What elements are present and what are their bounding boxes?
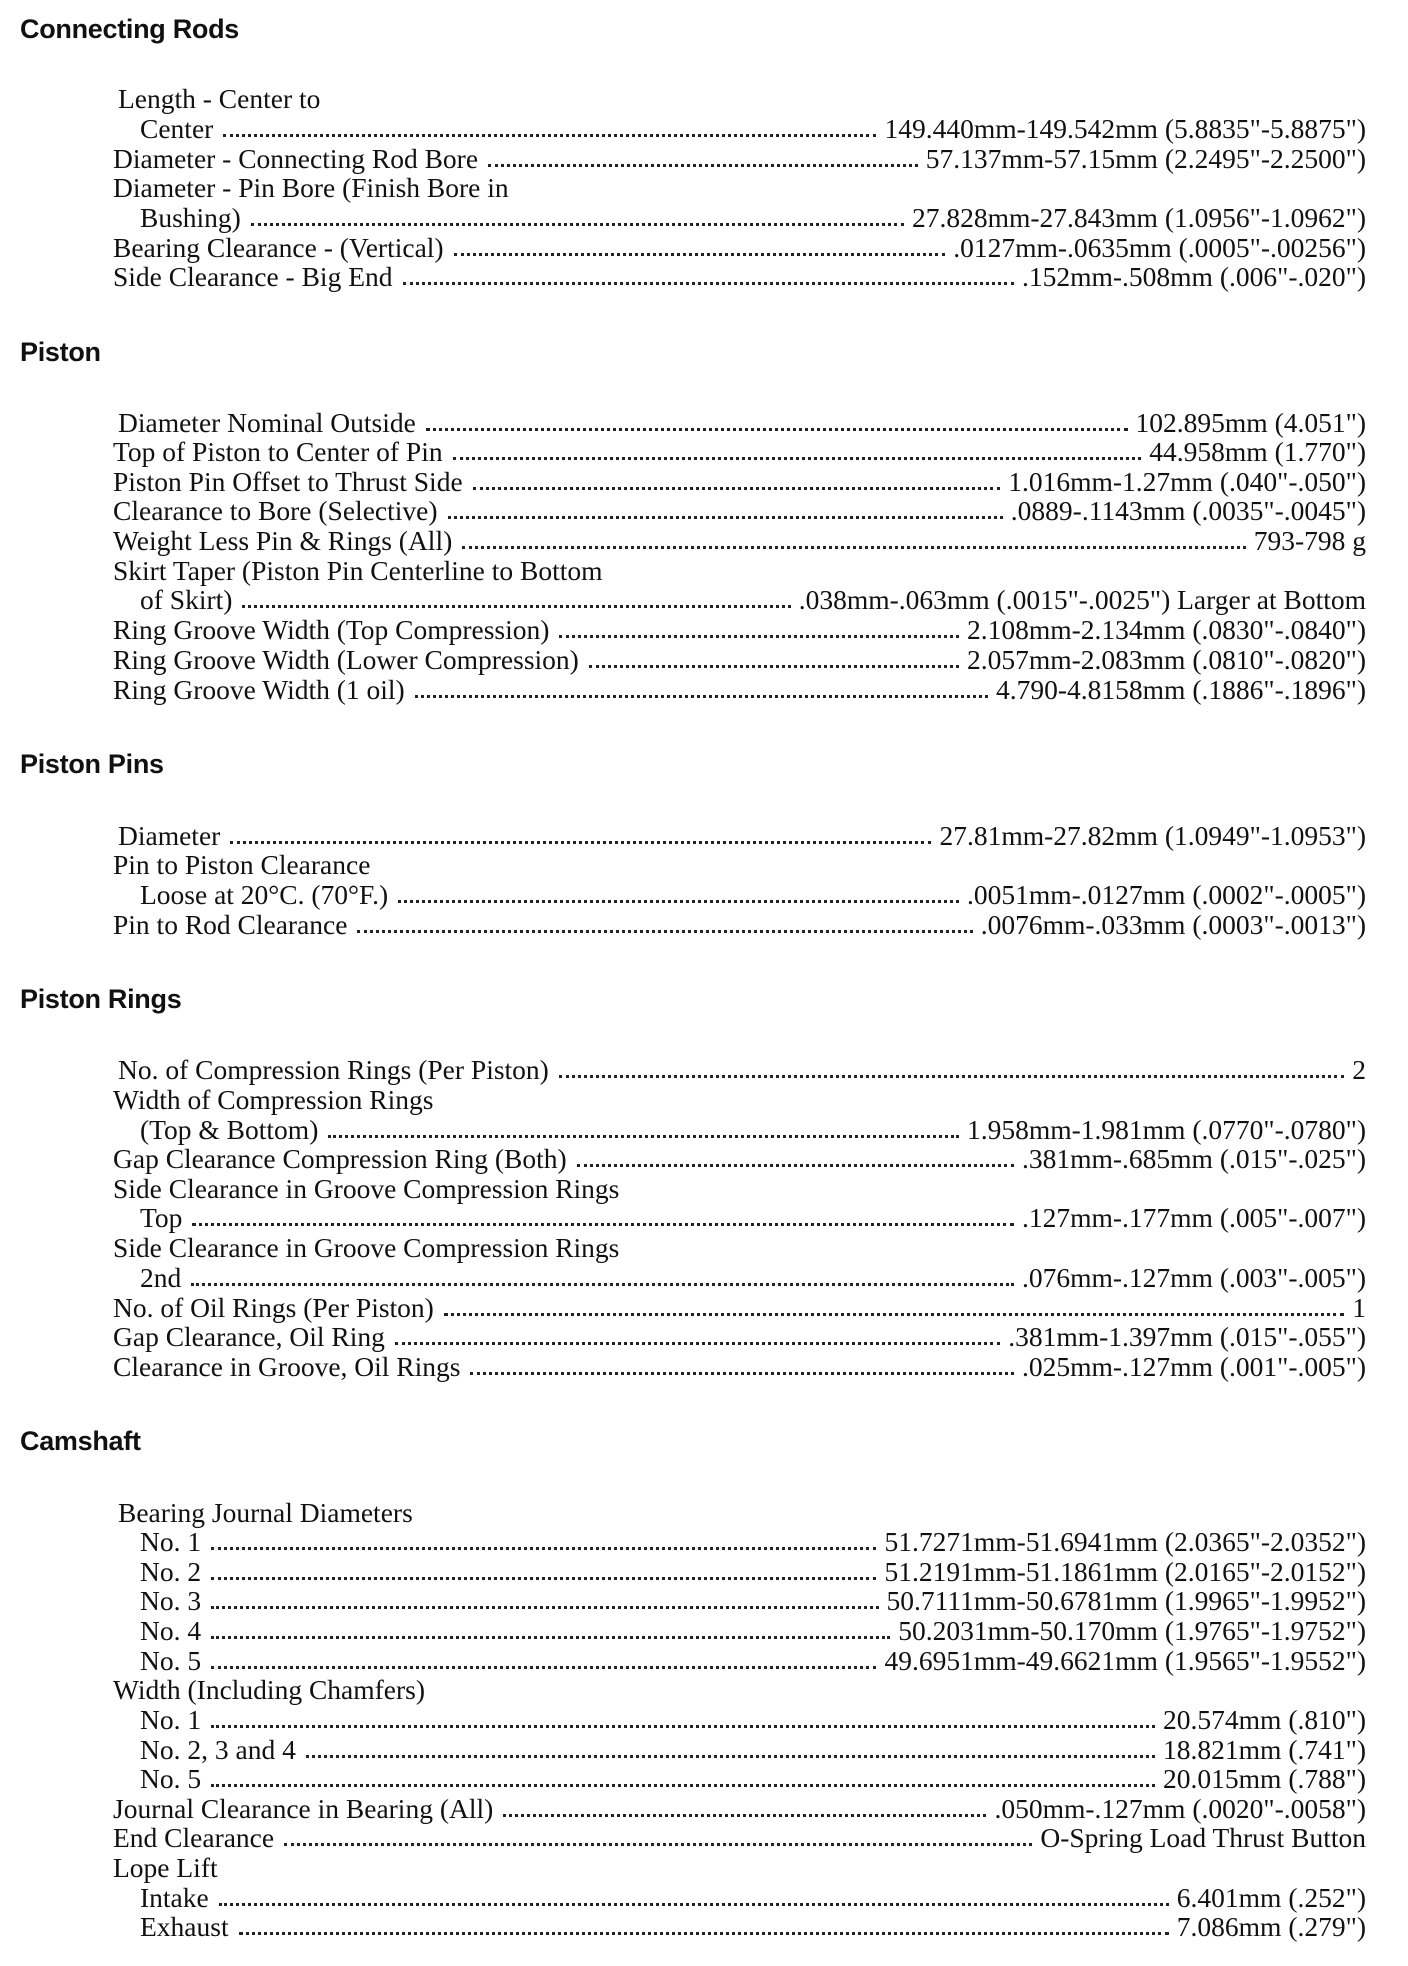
spec-row (113, 173, 1366, 203)
spec-label: Width of Compression Rings (113, 1084, 434, 1115)
spec-value: 57.137mm-57.15mm (2.2495"-2.2500") (925, 143, 1366, 174)
spec-label: No. 2 (140, 1556, 202, 1587)
spec-value: .0889-.1143mm (.0035"-.0045") (1010, 495, 1366, 526)
spec-value: 7.086mm (.279") (1176, 1911, 1366, 1942)
spec-row (113, 1823, 1366, 1853)
section-heading-piston: Piston (20, 337, 101, 367)
spec-label: No. 3 (140, 1585, 202, 1616)
spec-row (113, 1853, 1366, 1883)
spec-row (113, 233, 1366, 263)
dot-leader (403, 282, 1014, 285)
spec-value: 20.015mm (.788") (1163, 1763, 1366, 1794)
spec-row (113, 496, 1366, 526)
dot-leader (415, 695, 988, 698)
spec-label: Clearance in Groove, Oil Rings (113, 1351, 461, 1382)
spec-row (140, 1646, 1366, 1676)
dot-leader (328, 1135, 959, 1138)
spec-row (140, 1203, 1366, 1233)
spec-value: 51.2191mm-51.1861mm (2.0165"-2.0152") (884, 1556, 1366, 1587)
spec-label: Diameter Nominal Outside (118, 407, 416, 438)
dot-leader (211, 1577, 876, 1580)
dot-leader (284, 1843, 1032, 1846)
spec-row (113, 675, 1366, 705)
spec-value: .0127mm-.0635mm (.0005"-.00256") (953, 232, 1366, 263)
spec-label: Ring Groove Width (Top Compression) (113, 614, 550, 645)
spec-value: .381mm-1.397mm (.015"-.055") (1008, 1321, 1366, 1352)
spec-row (113, 1794, 1366, 1824)
spec-value: 6.401mm (.252") (1176, 1882, 1366, 1913)
spec-value: .076mm-.127mm (.003"-.005") (1021, 1262, 1366, 1293)
spec-label: Gap Clearance Compression Ring (Both) (113, 1143, 567, 1174)
spec-value: 2.057mm-2.083mm (.0810"-.0820") (966, 644, 1366, 675)
spec-value: 102.895mm (4.051") (1135, 407, 1366, 438)
spec-row (113, 1322, 1366, 1352)
dot-leader (211, 1666, 876, 1669)
spec-row (140, 1912, 1366, 1942)
spec-label: Journal Clearance in Bearing (All) (113, 1793, 494, 1824)
spec-value: .038mm-.063mm (.0015"-.0025") Larger at Bottom (798, 584, 1366, 615)
spec-row (118, 1055, 1366, 1085)
dot-leader (473, 487, 1001, 490)
spec-value: 149.440mm-149.542mm (5.8835"-5.8875") (884, 113, 1366, 144)
spec-row (118, 408, 1366, 438)
dot-leader (211, 1784, 1155, 1787)
spec-value: 20.574mm (.810") (1163, 1704, 1366, 1735)
spec-row (113, 437, 1366, 467)
dot-leader (230, 841, 931, 844)
dot-leader (503, 1814, 986, 1817)
spec-value: 51.7271mm-51.6941mm (2.0365"-2.0352") (884, 1526, 1366, 1557)
spec-row (140, 1115, 1366, 1145)
dot-leader (239, 1932, 1169, 1935)
spec-value: .0076mm-.033mm (.0003"-.0013") (980, 909, 1366, 940)
spec-value: 49.6951mm-49.6621mm (1.9565"-1.9552") (884, 1645, 1366, 1676)
spec-row (140, 1527, 1366, 1557)
spec-label: Bearing Journal Diameters (118, 1497, 413, 1528)
dot-leader (589, 665, 959, 668)
spec-row (113, 556, 1366, 586)
spec-row (113, 262, 1366, 292)
spec-label: Weight Less Pin & Rings (All) (113, 525, 453, 556)
dot-leader (577, 1164, 1014, 1167)
spec-value: 1 (1352, 1292, 1366, 1323)
dot-leader (448, 516, 1003, 519)
dot-leader (559, 1075, 1344, 1078)
spec-label: Bushing) (140, 202, 241, 233)
spec-value: .127mm-.177mm (.005"-.007") (1021, 1202, 1366, 1233)
spec-value: .152mm-.508mm (.006"-.020") (1021, 261, 1366, 292)
spec-label: Diameter - Pin Bore (Finish Bore in (113, 172, 509, 203)
spec-row (140, 203, 1366, 233)
spec-label: Clearance to Bore (Selective) (113, 495, 438, 526)
spec-label: Diameter (118, 820, 221, 851)
spec-row (113, 1233, 1366, 1263)
dot-leader (211, 1636, 890, 1639)
spec-row (113, 850, 1366, 880)
spec-value: 27.81mm-27.82mm (1.0949"-1.0953") (939, 820, 1366, 851)
spec-row (113, 645, 1366, 675)
spec-label: Length - Center to (118, 83, 321, 114)
spec-value: 1.958mm-1.981mm (.0770"-.0780") (966, 1114, 1366, 1145)
spec-label: Side Clearance in Groove Compression Rings (113, 1232, 620, 1263)
spec-label: No. of Oil Rings (Per Piston) (113, 1292, 434, 1323)
dot-leader (462, 546, 1245, 549)
spec-label: No. 5 (140, 1645, 202, 1676)
spec-value: .0051mm-.0127mm (.0002"-.0005") (966, 879, 1366, 910)
spec-value: 793-798 g (1253, 525, 1366, 556)
dot-leader (223, 134, 876, 137)
spec-label: No. 1 (140, 1526, 202, 1557)
dot-leader (444, 1313, 1344, 1316)
dot-leader (211, 1547, 876, 1550)
spec-row (140, 585, 1366, 615)
spec-label: of Skirt) (140, 584, 233, 615)
spec-row (140, 880, 1366, 910)
spec-label: Gap Clearance, Oil Ring (113, 1321, 385, 1352)
spec-label: Side Clearance - Big End (113, 261, 393, 292)
spec-row (113, 467, 1366, 497)
spec-row (140, 1557, 1366, 1587)
spec-label: No. 1 (140, 1704, 202, 1735)
spec-value: 27.828mm-27.843mm (1.0956"-1.0962") (911, 202, 1366, 233)
spec-label: Pin to Piston Clearance (113, 849, 371, 880)
dot-leader (251, 223, 904, 226)
section-heading-piston-pins: Piston Pins (20, 749, 164, 779)
dot-leader (211, 1725, 1155, 1728)
spec-label: Skirt Taper (Piston Pin Centerline to Bottom (113, 555, 603, 586)
dot-leader (470, 1372, 1013, 1375)
spec-value: 2.108mm-2.134mm (.0830"-.0840") (966, 614, 1366, 645)
dot-leader (454, 253, 946, 256)
spec-value: .381mm-.685mm (.015"-.025") (1021, 1143, 1366, 1174)
spec-label: Bearing Clearance - (Vertical) (113, 232, 444, 263)
spec-label: No. of Compression Rings (Per Piston) (118, 1054, 549, 1085)
spec-label: (Top & Bottom) (140, 1114, 319, 1145)
spec-label: Intake (140, 1882, 209, 1913)
spec-label: Top (140, 1202, 183, 1233)
spec-row (140, 1735, 1366, 1765)
spec-label: Piston Pin Offset to Thrust Side (113, 466, 463, 497)
section-heading-piston-rings: Piston Rings (20, 984, 182, 1014)
section-heading-connecting-rods: Connecting Rods (20, 14, 239, 44)
spec-label: Ring Groove Width (1 oil) (113, 674, 405, 705)
dot-leader (306, 1755, 1155, 1758)
spec-label: Center (140, 113, 214, 144)
spec-label: End Clearance (113, 1822, 275, 1853)
spec-row (113, 1174, 1366, 1204)
spec-row (140, 1764, 1366, 1794)
spec-row (113, 1675, 1366, 1705)
dot-leader (395, 1342, 1000, 1345)
dot-leader (426, 428, 1128, 431)
dot-leader (357, 930, 972, 933)
spec-label: No. 5 (140, 1763, 202, 1794)
section-heading-camshaft: Camshaft (20, 1426, 141, 1456)
dot-leader (191, 1283, 1014, 1286)
spec-label: Diameter - Connecting Rod Bore (113, 143, 479, 174)
spec-row (113, 1085, 1366, 1115)
spec-row (113, 526, 1366, 556)
spec-label: 2nd (140, 1262, 182, 1293)
spec-row (118, 84, 1366, 114)
spec-row (113, 1352, 1366, 1382)
spec-row (140, 1586, 1366, 1616)
dot-leader (219, 1903, 1169, 1906)
spec-row (140, 1883, 1366, 1913)
spec-row (140, 1705, 1366, 1735)
spec-label: No. 2, 3 and 4 (140, 1734, 296, 1765)
dot-leader (211, 1606, 878, 1609)
spec-label: Pin to Rod Clearance (113, 909, 348, 940)
spec-value: 2 (1352, 1054, 1366, 1085)
spec-row (113, 615, 1366, 645)
spec-label: Ring Groove Width (Lower Compression) (113, 644, 579, 675)
spec-label: Side Clearance in Groove Compression Rings (113, 1173, 620, 1204)
spec-row (113, 1144, 1366, 1174)
spec-label: No. 4 (140, 1615, 202, 1646)
spec-value: 44.958mm (1.770") (1149, 436, 1366, 467)
spec-value: 50.7111mm-50.6781mm (1.9965"-1.9952") (886, 1585, 1366, 1616)
spec-row (113, 1293, 1366, 1323)
spec-row (140, 1616, 1366, 1646)
spec-row (118, 821, 1366, 851)
spec-row (113, 144, 1366, 174)
spec-label: Exhaust (140, 1911, 229, 1942)
dot-leader (398, 900, 959, 903)
spec-value: 50.2031mm-50.170mm (1.9765"-1.9752") (898, 1615, 1366, 1646)
dot-leader (488, 164, 918, 167)
dot-leader (559, 635, 959, 638)
spec-row (118, 1498, 1366, 1528)
spec-value: O-Spring Load Thrust Button (1040, 1822, 1366, 1853)
dot-leader (242, 605, 790, 608)
dot-leader (453, 457, 1142, 460)
spec-row (113, 910, 1366, 940)
spec-row (140, 114, 1366, 144)
dot-leader (192, 1223, 1014, 1226)
spec-label: Top of Piston to Center of Pin (113, 436, 443, 467)
spec-row (140, 1263, 1366, 1293)
spec-label: Lope Lift (113, 1852, 218, 1883)
spec-value: 4.790-4.8158mm (.1886"-.1896") (996, 674, 1366, 705)
spec-value: 18.821mm (.741") (1163, 1734, 1366, 1765)
spec-label: Width (Including Chamfers) (113, 1674, 426, 1705)
spec-value: .050mm-.127mm (.0020"-.0058") (994, 1793, 1366, 1824)
spec-value: 1.016mm-1.27mm (.040"-.050") (1008, 466, 1366, 497)
spec-value: .025mm-.127mm (.001"-.005") (1021, 1351, 1366, 1382)
spec-label: Loose at 20°C. (70°F.) (140, 879, 389, 910)
